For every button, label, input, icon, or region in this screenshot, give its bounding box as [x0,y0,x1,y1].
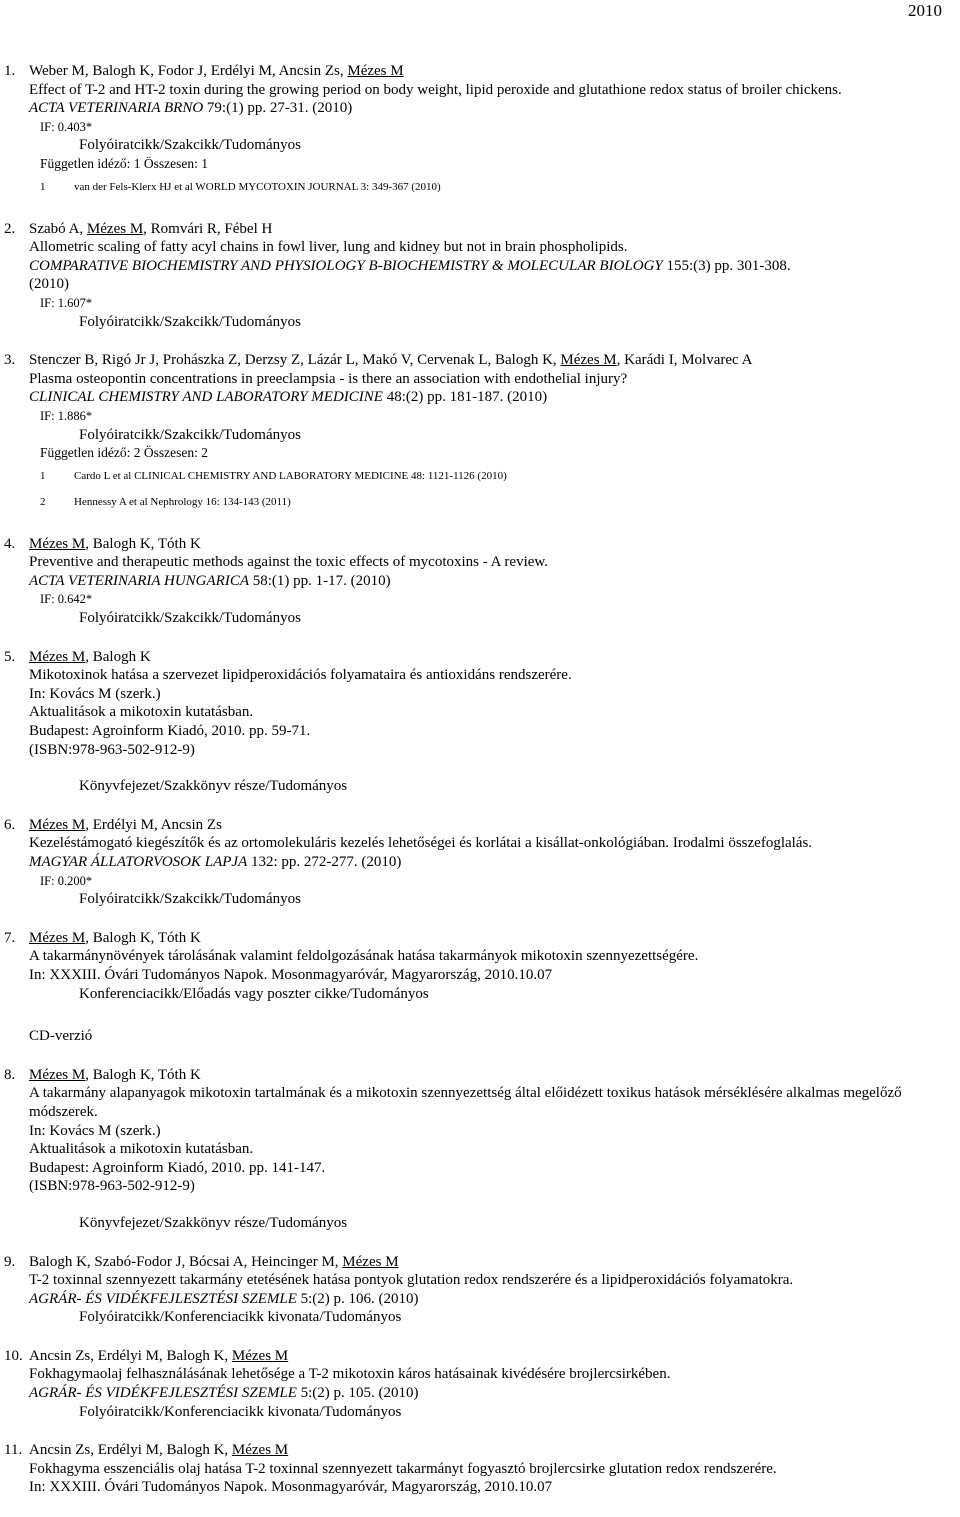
authors: Weber M, Balogh K, Fodor J, Erdélyi M, Ancsin Zs, Mézes M [29,63,404,79]
publication-entry [0,220,960,332]
journal-name: AGRÁR- ÉS VIDÉKFEJLESZTÉSI SZEMLE [29,1290,297,1307]
journal-line: MAGYAR ÁLLATORVOSOK LAPJA 132: pp. 272-277. (2010) [29,854,402,870]
journal-line: ACTA VETERINARIA HUNGARICA 58:(1) pp. 1-17. (2010) [29,572,391,589]
publication-entry [0,62,960,200]
publication-entry [0,929,960,1046]
title: T-2 toxinnal szennyezett takarmány etetésének hatása pontyok glutation redox rendszerére és a lipidperoxidációs folyamatokra. [29,1272,794,1289]
journal-line: ACTA VETERINARIA BRNO 79:(1) pp. 27-31. (2010) [29,100,353,117]
publication-entry [0,1441,960,1497]
journal-line: AGRÁR- ÉS VIDÉKFEJLESZTÉSI SZEMLE 5:(2) p. 106. (2010) [29,1290,419,1307]
category: Folyóiratcikk/Szakcikk/Tudományos [79,426,301,443]
title: Kezeléstámogató kiegészítők és az ortomolekuláris kezelés lehetőségei és korlátai a kisállat-onkológiában. Irodalmi összefoglalás. [29,835,813,852]
category: Könyvfejezet/Szakkönyv része/Tudományos [79,1214,348,1231]
authors: Mézes M, Balogh K [29,648,151,665]
title: A takarmány alapanyagok mikotoxin tartalmának és a mikotoxin szennyezettség által előidézett toxikus hatások mérséklésére alkalmas megelőző módszerek. [29,1085,902,1120]
category: Folyóiratcikk/Szakcikk/Tudományos [79,891,301,908]
impact-factor: IF: 1.607* [40,295,93,310]
impact-factor: IF: 1.886* [40,408,93,423]
entry-number: 4. [4,535,16,552]
format-note: CD-verzió [29,1028,93,1045]
author-self: Mézes M [29,929,86,946]
publication-entry [0,351,960,515]
publisher: Budapest: Agroinform Kiadó, 2010. pp. 59-71. [29,723,311,740]
title: Effect of T-2 and HT-2 toxin during the growing period on body weight, lipid peroxide and glutathione redox status of broiler chickens. [29,81,842,98]
author-self: Mézes M [29,816,86,833]
citation-item: 1 van der Fels-Klerx HJ et al WORLD MYCOTOXIN JOURNAL 3: 349-367 (2010) [40,180,441,193]
publication-entry [0,816,960,909]
publication-entry [0,535,960,628]
author-self: Mézes M [231,1442,289,1459]
journal-name: ACTA VETERINARIA HUNGARICA [29,572,249,589]
entry-number: 8. [4,1066,16,1083]
author-self: Mézes M [231,1347,289,1364]
citation-item: 2 Hennessy A et al Nephrology 16: 134-143 (2011) [40,495,291,508]
page-year: 2010 [908,1,942,20]
author-self: Mézes M [347,63,404,79]
authors: Mézes M, Balogh K, Tóth K [29,535,201,552]
entry-number: 3. [4,352,16,369]
journal-line: AGRÁR- ÉS VIDÉKFEJLESZTÉSI SZEMLE 5:(2) p. 105. (2010) [29,1385,419,1402]
editor-line: In: Kovács M (szerk.) [29,1122,161,1139]
category: Folyóiratcikk/Konferenciacikk kivonata/Tudományos [79,1309,402,1326]
category: Folyóiratcikk/Szakcikk/Tudományos [79,313,301,330]
citation-summary: Független idéző: 1 Összesen: 1 [40,155,208,171]
journal-name: MAGYAR ÁLLATORVOSOK LAPJA [29,854,248,870]
publication-entry [0,1066,960,1233]
entry-number: 7. [4,929,16,946]
title: Allometric scaling of fatty acyl chains in fowl liver, lung and kidney but not in brain phospholipids. [29,239,628,256]
authors: Mézes M, Erdélyi M, Ancsin Zs [29,816,222,833]
isbn: (ISBN:978-963-502-912-9) [29,741,195,758]
entry-number: 5. [4,648,16,665]
journal-name: COMPARATIVE BIOCHEMISTRY AND PHYSIOLOGY B-BIOCHEMISTRY & MOLECULAR BIOLOGY [29,257,663,274]
entry-number: 1. [4,63,16,79]
category: Folyóiratcikk/Konferenciacikk kivonata/Tudományos [79,1403,402,1420]
year-line: (2010) [29,276,69,293]
book-title: Aktualitások a mikotoxin kutatásban. [29,704,254,721]
author-self: Mézes M [342,1253,399,1270]
impact-factor: IF: 0.642* [40,592,93,607]
authors: Ancsin Zs, Erdélyi M, Balogh K, Mézes M [29,1442,289,1459]
journal-line: CLINICAL CHEMISTRY AND LABORATORY MEDICINE 48:(2) pp. 181-187. (2010) [29,389,548,406]
journal-name: CLINICAL CHEMISTRY AND LABORATORY MEDICINE [29,389,383,406]
publication-list [0,62,960,1517]
publisher: Budapest: Agroinform Kiadó, 2010. pp. 141-147. [29,1159,326,1176]
category: Könyvfejezet/Szakkönyv része/Tudományos [79,778,348,795]
authors: Szabó A, Mézes M, Romvári R, Fébel H [29,220,273,237]
title: Mikotoxinok hatása a szervezet lipidperoxidációs folyamataira és antioxidáns rendszerére. [29,667,572,684]
journal-line: COMPARATIVE BIOCHEMISTRY AND PHYSIOLOGY B-BIOCHEMISTRY & MOLECULAR BIOLOGY 155:(3) pp. 301-308. [29,257,791,274]
category: Konferenciacikk/Előadás vagy poszter cikke/Tudományos [79,985,429,1002]
author-self: Mézes M [29,535,86,552]
journal-name: AGRÁR- ÉS VIDÉKFEJLESZTÉSI SZEMLE [29,1385,297,1402]
author-self: Mézes M [29,1066,86,1083]
category: Folyóiratcikk/Szakcikk/Tudományos [79,610,301,627]
entry-number: 2. [4,220,16,237]
author-self: Mézes M [560,352,617,369]
conference-line: In: XXXIII. Óvári Tudományos Napok. Mosonmagyaróvár, Magyarország, 2010.10.07 [29,966,553,983]
entry-number: 9. [4,1253,16,1270]
authors: Stenczer B, Rigó Jr J, Prohászka Z, Derzsy Z, Lázár L, Makó V, Cervenak L, Balogh K, Mézes M, Karádi I, Molvarec A [29,352,753,369]
publication-entry [0,1347,960,1421]
title: Fokhagymaolaj felhasználásának lehetősége a T-2 mikotoxin káros hatásainak kivédésére brojlercsirkében. [29,1366,671,1383]
citation-summary: Független idéző: 2 Összesen: 2 [40,445,208,461]
title: Fokhagyma esszenciális olaj hatása T-2 toxinnal szennyezett takarmányt fogyasztó brojlercsirke glutation redox rendszerére. [29,1460,777,1477]
title: Plasma osteopontin concentrations in preeclampsia - is there an association with endothelial injury? [29,370,628,387]
authors: Balogh K, Szabó-Fodor J, Bócsai A, Heincinger M, Mézes M [29,1253,399,1270]
impact-factor: IF: 0.200* [40,873,93,888]
editor-line: In: Kovács M (szerk.) [29,685,161,702]
authors: Mézes M, Balogh K, Tóth K [29,929,201,946]
category: Folyóiratcikk/Szakcikk/Tudományos [79,137,301,154]
author-self: Mézes M [29,648,86,665]
title: A takarmánynövények tárolásának valamint feldolgozásának hatása takarmányok mikotoxin szennyezettségére. [29,948,699,965]
impact-factor: IF: 0.403* [40,119,93,134]
publication-entry [0,648,960,796]
author-self: Mézes M [86,220,144,237]
publication-entry [0,1253,960,1327]
authors: Ancsin Zs, Erdélyi M, Balogh K, Mézes M [29,1347,289,1364]
authors: Mézes M, Balogh K, Tóth K [29,1066,201,1083]
entry-number: 6. [4,816,16,833]
journal-name: ACTA VETERINARIA BRNO [29,100,204,117]
title: Preventive and therapeutic methods against the toxic effects of mycotoxins - A review. [29,554,549,571]
citation-item: 1 Cardo L et al CLINICAL CHEMISTRY AND LABORATORY MEDICINE 48: 1121-1126 (2010) [40,469,507,482]
entry-number: 11. [4,1442,23,1459]
conference-line: In: XXXIII. Óvári Tudományos Napok. Mosonmagyaróvár, Magyarország, 2010.10.07 [29,1479,553,1496]
book-title: Aktualitások a mikotoxin kutatásban. [29,1141,254,1158]
entry-number: 10. [4,1347,23,1364]
isbn: (ISBN:978-963-502-912-9) [29,1178,195,1195]
